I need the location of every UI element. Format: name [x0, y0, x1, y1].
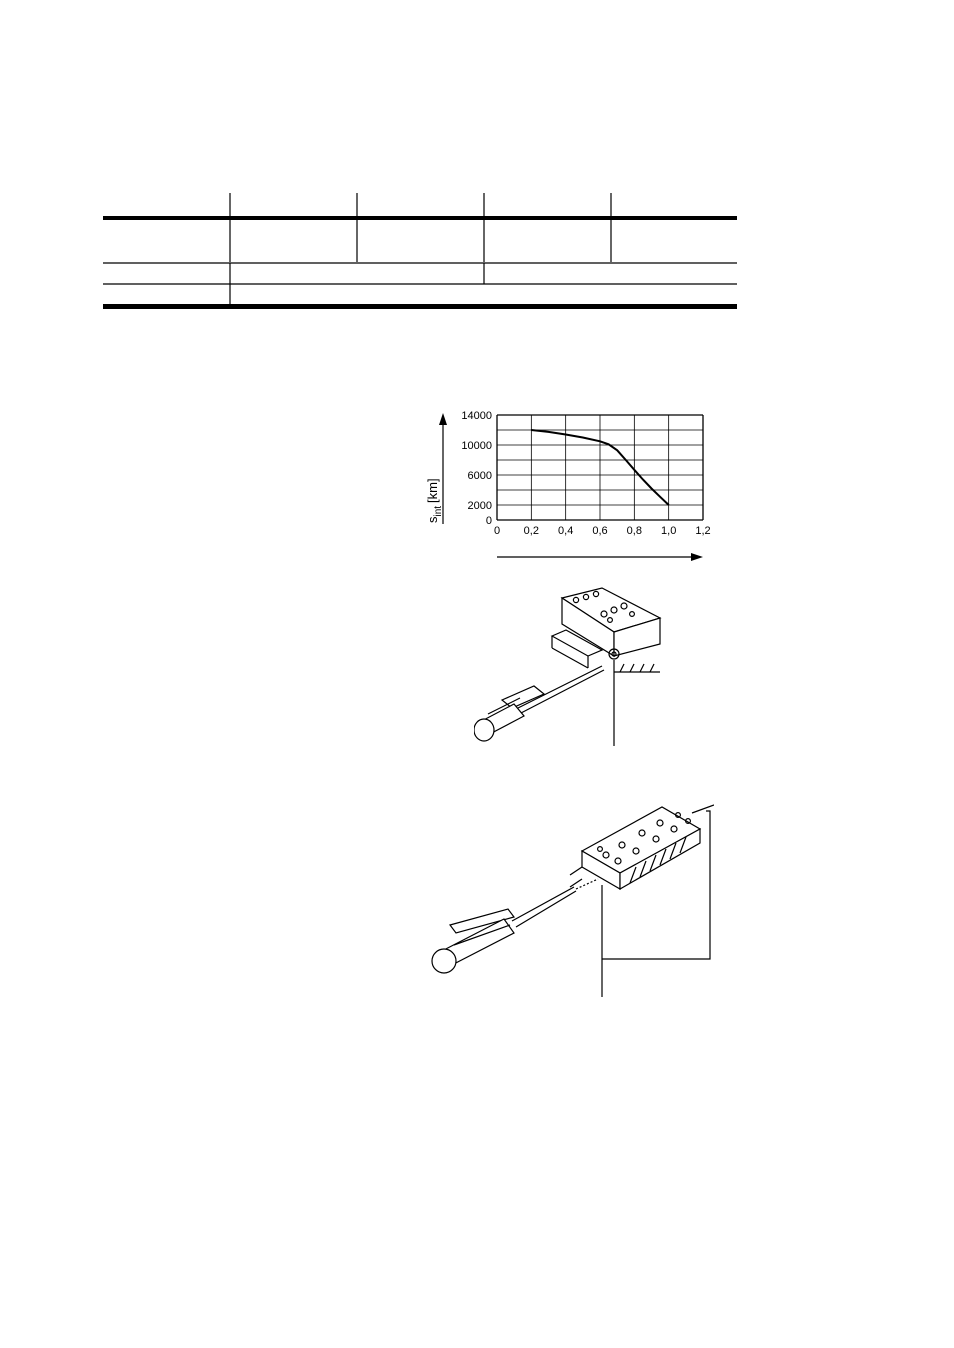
x-axis-arrow-head — [691, 553, 703, 561]
screwdriver-on-slide-unit-rear-icon — [430, 803, 714, 997]
chart-grid — [497, 415, 703, 520]
y-tick-label: 10000 — [461, 440, 492, 452]
x-tick-label: 1,2 — [695, 525, 711, 537]
x-tick-label: 0,8 — [626, 525, 642, 537]
x-tick-label: 0 — [493, 525, 501, 537]
x-tick-label: 0,2 — [523, 525, 539, 537]
y-tick-label: 0 — [485, 515, 492, 527]
y-axis-label: $s_{int}[km]$ — [425, 478, 444, 523]
screwdriver-slide-figure-upper — [474, 584, 674, 746]
screwdriver-on-slide-unit-icon — [474, 584, 674, 746]
y-tick-labels — [461, 410, 492, 527]
x-tick-label: 0,4 — [558, 525, 574, 537]
y-tick-label: 14000 — [461, 410, 492, 422]
y-axis-arrow-head — [439, 413, 447, 425]
x-tick-labels — [494, 525, 711, 537]
screwdriver-slide-figure-lower — [430, 803, 714, 997]
spec-table — [103, 193, 737, 311]
chart-canvas — [405, 405, 725, 575]
spec-table-grid — [103, 193, 737, 311]
x-tick-label: 1,0 — [661, 525, 677, 537]
wear-chart — [405, 405, 725, 575]
y-tick-label: 6000 — [467, 470, 492, 482]
x-tick-label: 0,6 — [592, 525, 608, 537]
y-tick-label: 2000 — [467, 500, 492, 512]
